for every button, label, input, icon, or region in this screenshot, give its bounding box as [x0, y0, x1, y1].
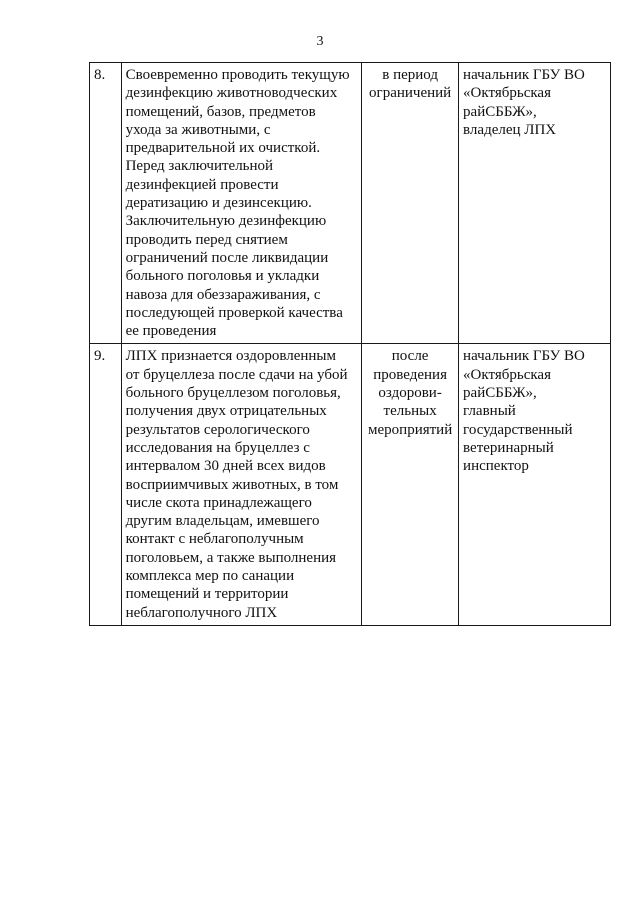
- measure-responsible-text: начальник ГБУ ВО «Октябрьская райСББЖ», главный государственный ветеринарный инспектор: [463, 348, 585, 475]
- measure-description: [121, 344, 362, 625]
- measure-responsible: [459, 344, 611, 625]
- page-number: 3: [316, 34, 324, 49]
- measure-term-text: в период ограничений: [369, 67, 452, 102]
- table-row: [90, 344, 611, 625]
- measure-term: [362, 63, 459, 344]
- measure-term-text: после проведения оздорови- тельных мероприятий: [368, 348, 453, 438]
- measures-table: [89, 62, 611, 626]
- measure-description-text: Своевременно проводить текущую дезинфекцию животноводческих помещений, базов, предметов ухода за животными, с предварительной их очисткой. Перед заключительной дезинфекцией провести дератизацию и дезинсекцию. Заключительную дезинфекцию проводить перед снятием ограничений после ликвидации больного поголовья и укладки навоза для обеззараживания, с последующей проверкой качества ее проведения: [125, 67, 350, 340]
- measure-responsible-text: начальник ГБУ ВО «Октябрьская райСББЖ», владелец ЛПХ: [463, 67, 585, 138]
- row-number: 9.: [90, 344, 122, 625]
- measure-description-text: ЛПХ признается оздоровленным от бруцеллеза после сдачи на убой больного бруцеллезом поголовья, получения двух отрицательных результатов серологического исследования на бруцеллез с интервалом 30 дней всех видов восприимчивых животных, в том числе скота принадлежащего другим владельцам, имевшего контакт с неблагополучным поголовьем, а также выполнения комплекса мер по санации помещений и территории неблагополучного ЛПХ: [125, 348, 348, 621]
- row-number: 8.: [90, 63, 122, 344]
- measure-term: [362, 344, 459, 625]
- measure-description: [121, 63, 362, 344]
- table-row: [90, 63, 611, 344]
- measure-responsible: [459, 63, 611, 344]
